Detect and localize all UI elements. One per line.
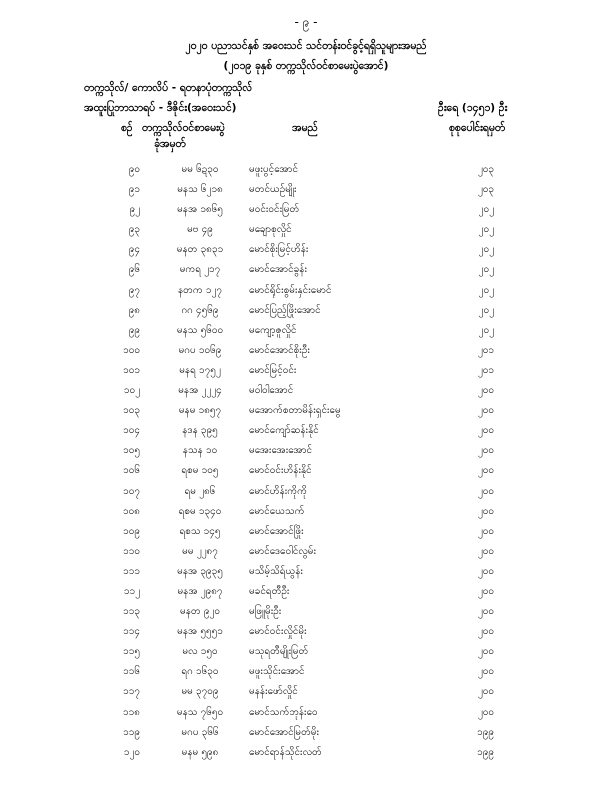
total-marks: ၂၀၂	[478, 324, 494, 336]
table-row	[0, 682, 612, 702]
student-name: မောင်အောင်ဖြိုး	[249, 525, 304, 537]
table-row	[0, 361, 612, 381]
total-marks: ၂၀၀	[477, 545, 494, 557]
total-marks: ၂၀၂	[478, 284, 494, 296]
total-marks: ၁၉၉	[477, 726, 494, 738]
student-name: မောင်အောင်ခွန်း	[249, 264, 308, 276]
row-number: ၁၂၀	[123, 746, 140, 758]
total-marks: ၂၀၀	[477, 646, 494, 658]
subject-line: အထူးပြုဘာသာရပ် - ဒီဇိုင်း(အဝေးသင်)	[84, 102, 237, 114]
total-marks: ၂၀၃	[477, 164, 494, 175]
row-number: ၉၆	[128, 264, 140, 276]
row-number: ၁၁၂	[123, 585, 140, 597]
roll-number: မနသ ၅၆၀၀	[176, 324, 224, 336]
table-row	[0, 341, 612, 361]
table-row	[0, 562, 612, 582]
roll-number: မနအ ၁၈၆၅	[177, 204, 223, 216]
row-number: ၉၂	[129, 204, 140, 216]
student-name: မောင်ပြည့်ဖြိုးအောင်	[249, 304, 321, 316]
student-name: မဖူးပွင့်အောင်	[249, 164, 299, 175]
roll-number: မကရ ၂၁၇	[179, 264, 221, 276]
row-number: ၁၁၆	[123, 666, 140, 678]
table-row	[0, 381, 612, 401]
header-no: စဉ်	[121, 122, 133, 134]
total-marks: ၂၀၀	[477, 585, 494, 597]
student-name: မအောက်စတာမိန်းရှင်းမွေ	[249, 405, 341, 417]
student-name: မောင်စိုးမြင့်ဟိန်း	[249, 244, 309, 256]
row-number: ၉၀	[128, 164, 140, 175]
row-number: ၁၁၇	[123, 686, 140, 698]
roll-number: မဗ ၄၉	[187, 224, 213, 236]
student-name: မဖြူမိုးဦး	[249, 606, 282, 618]
row-number: ၉၈	[128, 304, 140, 316]
total-marks: ၂၀၀	[477, 706, 494, 718]
table-row	[0, 662, 612, 682]
row-number: ၁၀၈	[123, 505, 140, 517]
roll-number: ရစမ ၁၀၅	[181, 465, 219, 477]
row-number: ၁၁၃	[123, 606, 140, 618]
student-name: မသုရတီမျိုးမြတ်	[249, 646, 309, 658]
total-marks: ၂၀၀	[477, 525, 494, 537]
roll-number: ရစမ ၁၃၄၀	[178, 505, 222, 517]
student-name: မောင်ရိုင်းစွမ်းနှင်းမောင်	[249, 284, 332, 296]
row-number: ၁၁၄	[123, 626, 140, 638]
roll-number: မနသ ၇၆၅၀	[176, 706, 224, 718]
row-number: ၁၁၀	[123, 545, 140, 557]
table-row	[0, 461, 612, 481]
table-row	[0, 703, 612, 723]
table-row	[0, 482, 612, 502]
roll-number: ရစသ ၁၄၅	[179, 525, 221, 537]
document-subtitle: (၂၀၁၉ ခုနှစ် တက္ကသိုလ်ဝင်စာမေးပွဲအောင်)	[223, 60, 389, 72]
roll-number: မနရ ၁၇၅၂	[179, 364, 221, 376]
total-marks: ၂၀၂	[478, 244, 494, 256]
roll-number: မမ ၆ဍ၃၀	[181, 164, 219, 175]
roll-number: နသန ၁၀	[182, 445, 218, 457]
table-row	[0, 622, 612, 642]
row-number: ၁၀၁	[123, 364, 140, 376]
roll-number: မနအ ၃၉၃၅	[177, 565, 223, 577]
table-row	[0, 421, 612, 441]
roll-number: ရမ ၂၈၆	[184, 485, 216, 497]
total-marks: ၂၀၀	[477, 626, 494, 638]
row-number: ၁၀၉	[123, 525, 140, 537]
total-marks: ၂၀၀	[477, 686, 494, 698]
row-number: ၉၁	[128, 184, 140, 196]
table-row	[0, 301, 612, 321]
table-row	[0, 502, 612, 522]
row-number: ၁၀၂	[123, 385, 140, 397]
row-number: ၁၁၁	[123, 565, 140, 577]
row-number: ၁၀၅	[123, 445, 140, 457]
roll-number: မဂပ ၃၆၆	[181, 726, 219, 738]
student-name: မဝါဝါအောင်	[249, 385, 294, 397]
row-number: ၁၁၅	[123, 646, 140, 658]
roll-number: မနအ ၂၂၂၄	[178, 385, 222, 397]
total-marks: ၂၀၀	[477, 485, 494, 497]
university-line: တက္ကသိုလ်/ ကောလိပ် - ရတနာပုံတက္ကသိုလ်	[84, 82, 253, 94]
table-row	[0, 240, 612, 260]
student-name: မောင်ဝင်းဟိန်းနိုင်	[249, 465, 312, 477]
total-marks: ၂၀၀	[477, 445, 494, 457]
roll-number: မမ ၃၇၀၉	[181, 686, 219, 698]
student-name: မဖူးသိုင်းအောင်	[249, 666, 305, 678]
student-name: မချောစုလှိုင်	[249, 224, 292, 236]
row-number: ၁၀၆	[123, 465, 140, 477]
page-number: - ၉ -	[294, 15, 318, 29]
header-roll-sub: ခုံအမှတ်	[154, 138, 186, 150]
total-marks: ၂၀၃	[477, 184, 494, 196]
roll-number: မနတ ၃၈၃၁	[176, 244, 224, 256]
results-table	[0, 160, 612, 763]
table-row	[0, 522, 612, 542]
roll-number: နဒန ၃၉၅	[182, 425, 218, 437]
table-row	[0, 582, 612, 602]
total-marks: ၂၀၂	[478, 264, 494, 276]
header-name: အမည်	[292, 122, 318, 134]
row-number: ၁၁၉	[123, 726, 140, 738]
total-marks: ၂၀၂	[478, 304, 494, 316]
header-marks: စုစုပေါင်းရမှတ်	[449, 122, 506, 134]
student-name: မောင်ယေသက်	[249, 505, 305, 517]
table-row	[0, 281, 612, 301]
row-number: ၉၉	[128, 324, 140, 336]
student-name: မောင်သက်ဘုန်းဝေ	[249, 706, 318, 718]
roll-number: မနသ ၆၂၁၈	[177, 184, 223, 196]
student-name: မောင်ရာန်သိုင်းလတ်	[249, 746, 322, 758]
total-marks: ၂၀၀	[477, 425, 494, 437]
row-number: ၁၀၄	[123, 425, 140, 437]
roll-number: မနမ ၁၈၅၇	[178, 405, 222, 417]
document-title: ၂၀၂၀ ပညာသင်နှစ် အဝေးသင် သင်တန်းဝင်ခွင့်ရရှိသူများအမည်	[185, 40, 427, 52]
student-name: မဝင်းဝင်းမြတ်	[249, 204, 300, 216]
total-marks: ၂၀၀	[477, 385, 494, 397]
row-number: ၉၃	[128, 224, 140, 236]
roll-number: ဂဂ ၄၅၆၉	[181, 304, 219, 316]
table-row	[0, 260, 612, 280]
roll-number: မဂပ ၁၀၆၉	[178, 344, 222, 356]
student-name: မောင်ဒေဝေါင်လွမ်း	[249, 545, 317, 557]
roll-number: မနတ ၉၂၀	[180, 606, 220, 618]
total-marks: ၂၀၀	[477, 505, 494, 517]
total-marks: ၂၀၀	[477, 405, 494, 417]
student-name: မောင်အောင်စိုးဦး	[249, 344, 310, 356]
total-marks: ၁၉၉	[477, 746, 494, 758]
student-name: မနန်းဖော်လှိုင်	[249, 686, 298, 698]
student-name: မတင်ယဉ်မျိုး	[249, 184, 297, 196]
table-row	[0, 401, 612, 421]
student-name: မောင်ဟိန်းကိုကို	[249, 485, 307, 497]
table-row	[0, 160, 612, 180]
row-number: ၉၇	[128, 284, 140, 296]
row-number: ၁၀၀	[123, 344, 140, 356]
table-row	[0, 180, 612, 200]
table-row	[0, 321, 612, 341]
table-row	[0, 642, 612, 662]
table-row	[0, 602, 612, 622]
roll-number: မနအ ၂၉၈၇	[177, 585, 223, 597]
total-marks: ၂၀၀	[477, 666, 494, 678]
total-marks: ၂၀၀	[477, 465, 494, 477]
row-number: ၁၀၃	[123, 405, 140, 417]
count-label: ဦးရေ (၁၄၅၁) ဦး	[438, 102, 508, 114]
table-row	[0, 723, 612, 743]
roll-number: မမ ၂၂၈၇	[182, 545, 218, 557]
header-roll: တက္ကသိုလ်ဝင်စာမေးပွဲ	[142, 122, 225, 134]
total-marks: ၂၀၁	[477, 364, 494, 376]
roll-number: မနအ ၅၅၅၁	[177, 626, 223, 638]
roll-number: ရဂ ၁၆၃၀	[181, 666, 219, 678]
student-name: မောင်အောင်မြတ်မိုး	[249, 726, 320, 738]
total-marks: ၂၀၂	[478, 204, 494, 216]
student-name: မအေးအေးအောင်	[249, 445, 313, 457]
table-row	[0, 200, 612, 220]
student-name: မခင်ရတီဦး	[249, 585, 290, 597]
student-name: မောင်ဝင်းလှိုင်မိုး	[249, 626, 307, 638]
student-name: မကျော့ဇူလှိုင်	[249, 324, 297, 336]
table-row	[0, 743, 612, 763]
row-number: ၁၀၇	[123, 485, 140, 497]
total-marks: ၂၀၀	[477, 606, 494, 618]
row-number: ၁၁၈	[123, 706, 140, 718]
total-marks: ၂၀၀	[477, 565, 494, 577]
student-name: မောင်မြင့်ဝင်း	[249, 364, 297, 376]
row-number: ၉၄	[128, 244, 140, 256]
roll-number: မနမ ၅၉၈	[181, 746, 219, 758]
student-name: မောင်ကျော်ဆန်းနိုင်	[249, 425, 319, 437]
student-name: မသိမ့်သိရ်ယွန်း	[249, 565, 303, 577]
table-row	[0, 220, 612, 240]
roll-number: မလ ၁၅၀	[182, 646, 218, 658]
roll-number: နတက ၁၂၇	[177, 284, 223, 296]
total-marks: ၂၀၁	[477, 344, 494, 356]
table-row	[0, 441, 612, 461]
table-row	[0, 542, 612, 562]
total-marks: ၂၀၂	[478, 224, 494, 236]
